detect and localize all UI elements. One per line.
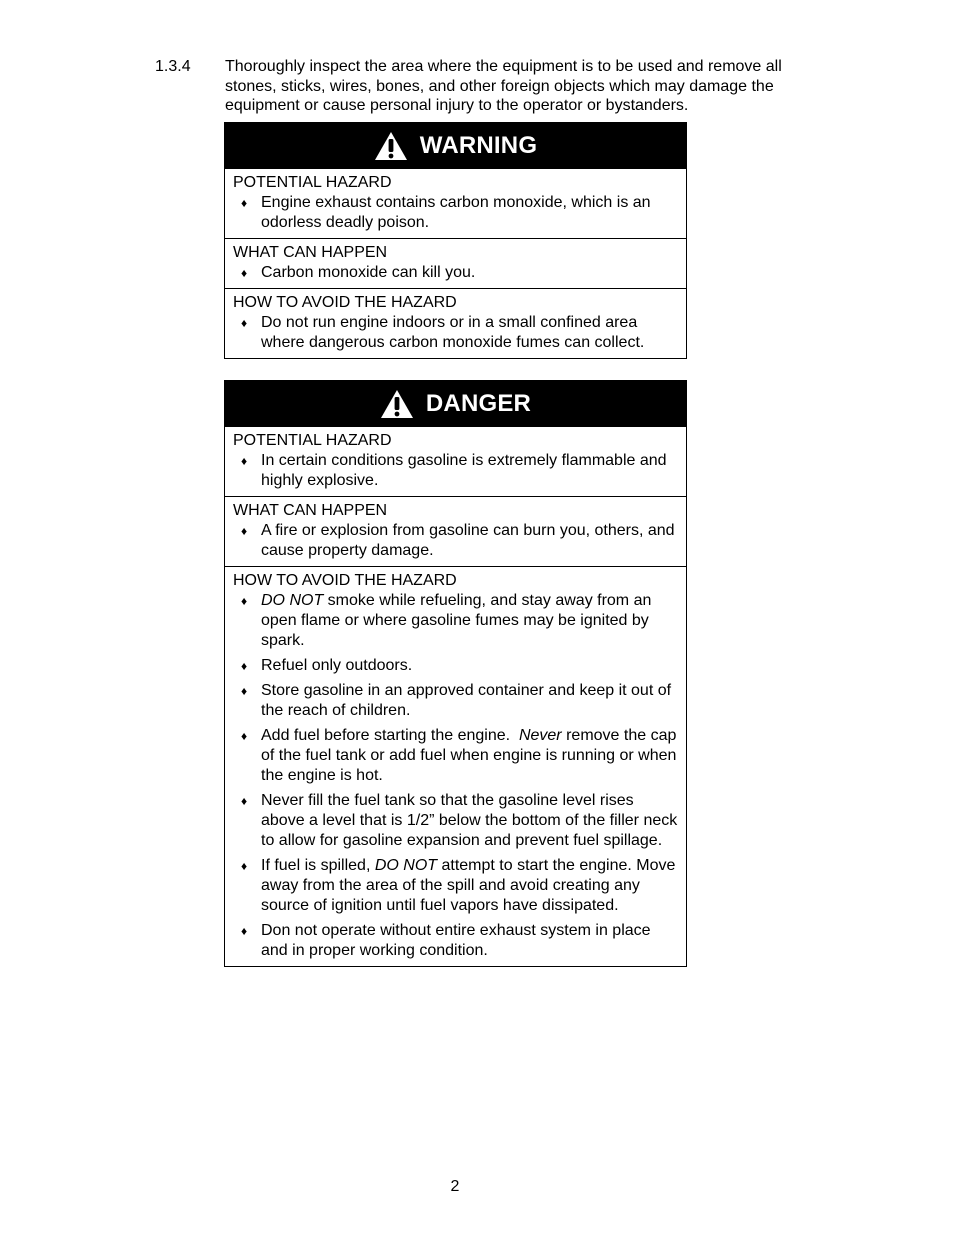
item-text: Add fuel before starting the engine. [261, 727, 519, 744]
item-text: Do not run engine indoors or in a small confined area where dangerous carbon monoxide fumes can collect. [261, 314, 645, 351]
list-item [233, 313, 680, 353]
item-text: remove the cap of the fuel tank or add fuel when engine is running or when the engine is hot. [261, 727, 677, 784]
item-text: Refuel only outdoors. [261, 657, 413, 674]
list-item [233, 791, 680, 851]
diamond-bullet-icon: ♦ [241, 924, 248, 938]
item-text: Never fill the fuel tank so that the gasoline level rises above a level that is 1/2” below the bottom of the filler neck to allow for gasoline expansion and prevent fuel spillage. [261, 792, 678, 849]
list-item [233, 263, 680, 283]
section-heading: POTENTIAL HAZARD [233, 174, 392, 191]
hazard-section [225, 426, 686, 496]
item-text: smoke while refueling, and stay away from an open flame or where gasoline fumes may be ignited by spark. [261, 592, 652, 649]
item-emphasis: DO NOT [261, 592, 324, 609]
list-item [233, 193, 680, 233]
diamond-bullet-icon: ♦ [241, 659, 248, 673]
section-heading: HOW TO AVOID THE HAZARD [233, 572, 457, 589]
section-heading: WHAT CAN HAPPEN [233, 502, 388, 519]
diamond-bullet-icon: ♦ [241, 729, 248, 743]
section-heading: POTENTIAL HAZARD [233, 432, 392, 449]
item-text: Engine exhaust contains carbon monoxide, which is an odorless deadly poison. [261, 194, 651, 231]
diamond-bullet-icon: ♦ [241, 266, 248, 280]
hazard-section [225, 566, 686, 966]
exclamation-triangle-icon [380, 389, 414, 419]
intro-text: Thoroughly inspect the area where the equipment is to be used and remove all stones, sticks, wires, bones, and other foreign objects which may damage the equipment or cause personal injury to the operator or bystanders. [225, 58, 782, 114]
diamond-bullet-icon: ♦ [241, 684, 248, 698]
item-text: attempt to start the engine. Move away from the area of the spill and avoid creating any source of ignition until fuel vapors have dissipated. [261, 857, 676, 914]
hazard-section [225, 496, 686, 566]
list-item [233, 921, 680, 961]
section-number: 1.3.4 [155, 58, 191, 75]
danger-box [224, 380, 687, 967]
diamond-bullet-icon: ♦ [241, 859, 248, 873]
diamond-bullet-icon: ♦ [241, 794, 248, 808]
danger-title: DANGER [425, 389, 532, 417]
warning-header [225, 123, 686, 168]
item-text: In certain conditions gasoline is extremely flammable and highly explosive. [261, 452, 667, 489]
item-text: Don not operate without entire exhaust system in place and in proper working condition. [261, 922, 651, 959]
diamond-bullet-icon: ♦ [241, 316, 248, 330]
section-heading: WHAT CAN HAPPEN [233, 244, 388, 261]
list-item [233, 856, 680, 916]
list-item [233, 726, 680, 786]
list-item [233, 681, 680, 721]
list-item [233, 656, 680, 676]
page-number: 2 [450, 1178, 460, 1195]
diamond-bullet-icon: ♦ [241, 524, 248, 538]
item-emphasis: DO NOT [374, 857, 438, 874]
diamond-bullet-icon: ♦ [241, 454, 248, 468]
item-text: If fuel is spilled, [261, 857, 375, 874]
hazard-section [225, 238, 686, 288]
danger-header [225, 381, 686, 426]
item-text: Carbon monoxide can kill you. [261, 264, 476, 281]
item-text: A fire or explosion from gasoline can burn you, others, and cause property damage. [261, 522, 675, 559]
list-item [233, 451, 680, 491]
item-text: Store gasoline in an approved container and keep it out of the reach of children. [261, 682, 672, 719]
exclamation-triangle-icon [374, 131, 408, 161]
diamond-bullet-icon: ♦ [241, 594, 248, 608]
list-item [233, 591, 680, 651]
section-heading: HOW TO AVOID THE HAZARD [233, 294, 457, 311]
warning-box [224, 122, 687, 359]
hazard-section [225, 168, 686, 238]
hazard-section [225, 288, 686, 358]
list-item [233, 521, 680, 561]
warning-title: WARNING [419, 131, 538, 159]
diamond-bullet-icon: ♦ [241, 196, 248, 210]
item-emphasis: Never [518, 727, 562, 744]
